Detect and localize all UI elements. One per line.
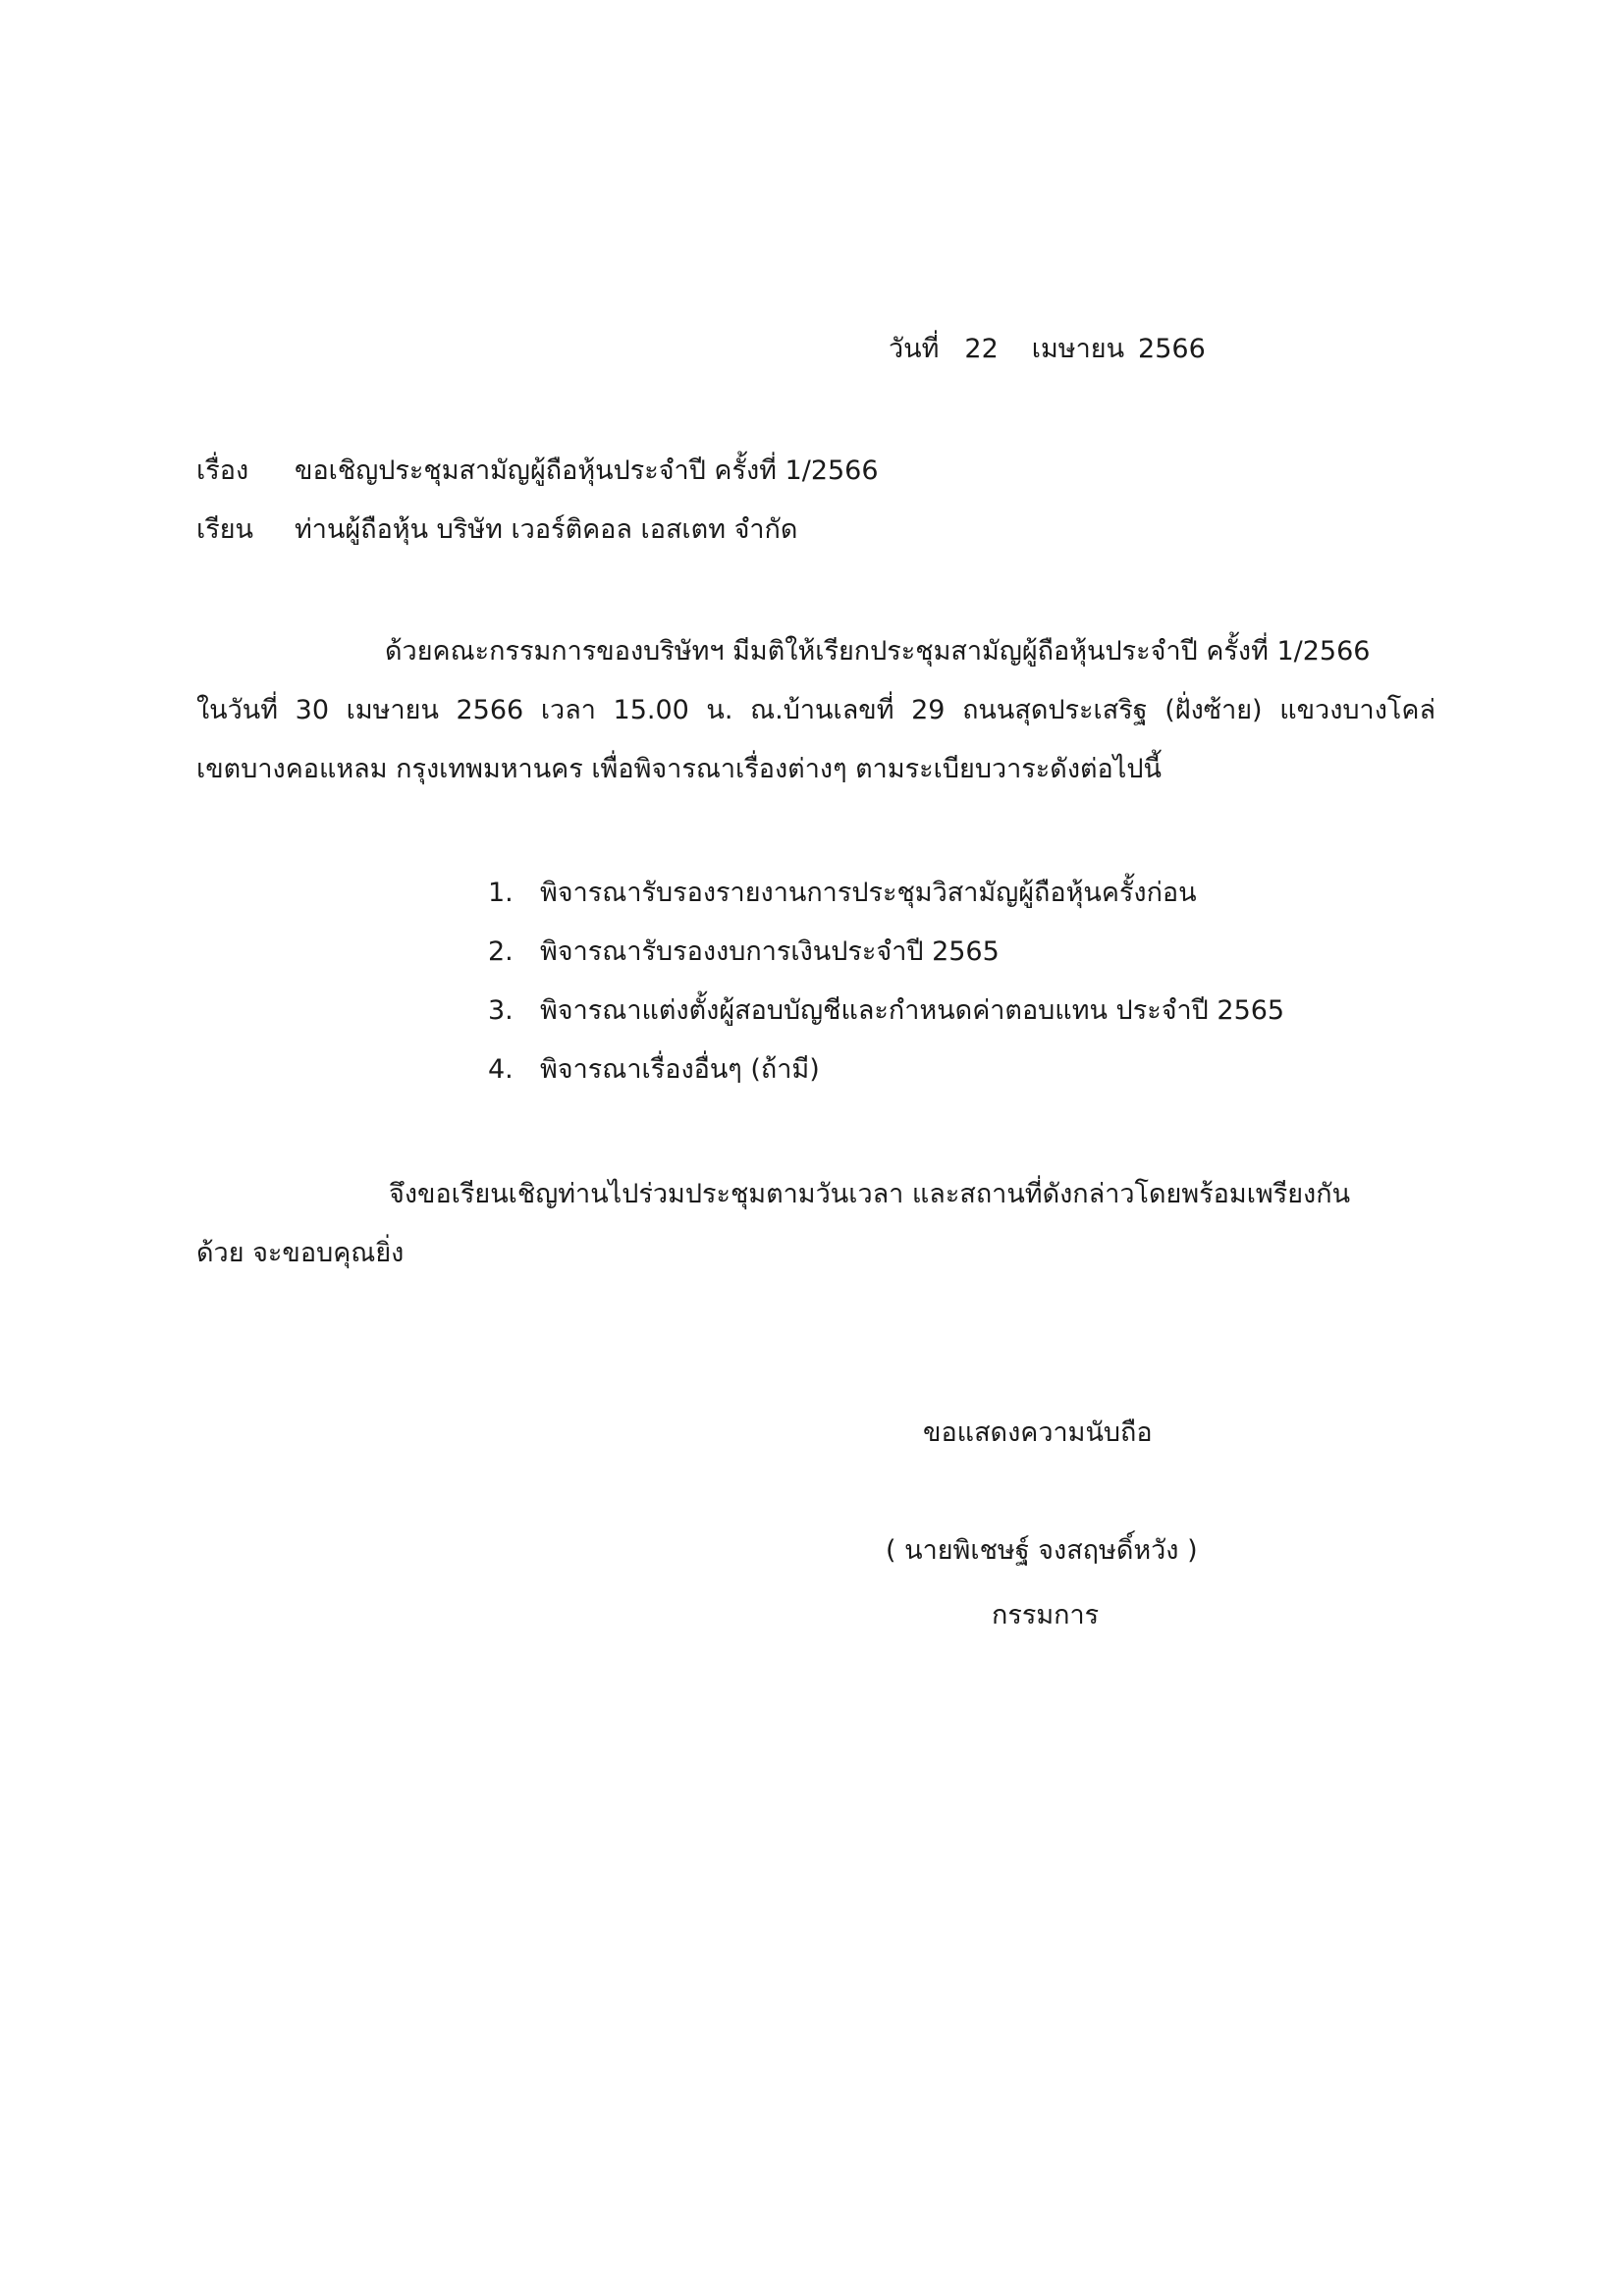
agenda-item — [488, 874, 1284, 933]
recipient-label: เรียน — [196, 514, 254, 545]
agenda-item — [488, 1050, 1284, 1109]
agenda-item — [488, 991, 1284, 1050]
agenda-item — [488, 933, 1284, 991]
date-prefix: วันที่ — [889, 334, 940, 364]
agenda-text: พิจารณาเรื่องอื่นๆ (ถ้ามี) — [540, 1054, 820, 1085]
agenda-text: พิจารณาแต่งตั้งผู้สอบบัญชีและกำหนดค่าตอบแทน ประจำปี 2565 — [540, 995, 1285, 1026]
date-year: 2566 — [1138, 334, 1206, 364]
agenda-list — [488, 874, 1284, 1109]
paragraph1-line2: ในวันที่ 30 เมษายน 2566 เวลา 15.00 น. ณ.บ้านเลขที่ 29 ถนนสุดประเสริฐ (ฝั่งซ้าย) แขวงบางโคล่ — [196, 695, 1435, 725]
agenda-number: 1. — [488, 878, 514, 908]
agenda-number: 2. — [488, 936, 514, 967]
paragraph2-line1: จึงขอเรียนเชิญท่านไปร่วมประชุมตามวันเวลา และสถานที่ดังกล่าวโดยพร้อมเพรียงกัน — [389, 1179, 1351, 1209]
date-line — [889, 330, 1206, 369]
date-day: 22 — [964, 334, 999, 364]
paragraph2-line2: ด้วย จะขอบคุณยิ่ง — [196, 1238, 405, 1268]
agenda-text: พิจารณารับรองรายงานการประชุมวิสามัญผู้ถือหุ้นครั้งก่อน — [540, 878, 1197, 908]
date-month: เมษายน — [1031, 334, 1125, 364]
paragraph1-line3: เขตบางคอแหลม กรุงเทพมหานคร เพื่อพิจารณาเรื่องต่างๆ ตามระเบียบวาระดังต่อไปนี้ — [196, 754, 1162, 784]
recipient-text: ท่านผู้ถือหุ้น บริษัท เวอร์ติคอล เอสเตท จำกัด — [295, 514, 798, 545]
agenda-number: 4. — [488, 1054, 514, 1085]
signer-name: ( นายพิเชษฐ์ จงสฤษดิ์หวัง ) — [886, 1535, 1198, 1566]
paragraph1-line1: ด้วยคณะกรรมการของบริษัทฯ มีมติให้เรียกประชุมสามัญผู้ถือหุ้นประจำปี ครั้งที่ 1/2566 — [385, 636, 1371, 667]
subject-label: เรื่อง — [196, 455, 249, 486]
signer-position: กรรมการ — [992, 1600, 1100, 1630]
subject-text: ขอเชิญประชุมสามัญผู้ถือหุ้นประจำปี ครั้งที่ 1/2566 — [295, 455, 879, 486]
agenda-number: 3. — [488, 995, 514, 1026]
closing-salutation: ขอแสดงความนับถือ — [923, 1417, 1153, 1448]
agenda-text: พิจารณารับรองงบการเงินประจำปี 2565 — [540, 936, 1000, 967]
